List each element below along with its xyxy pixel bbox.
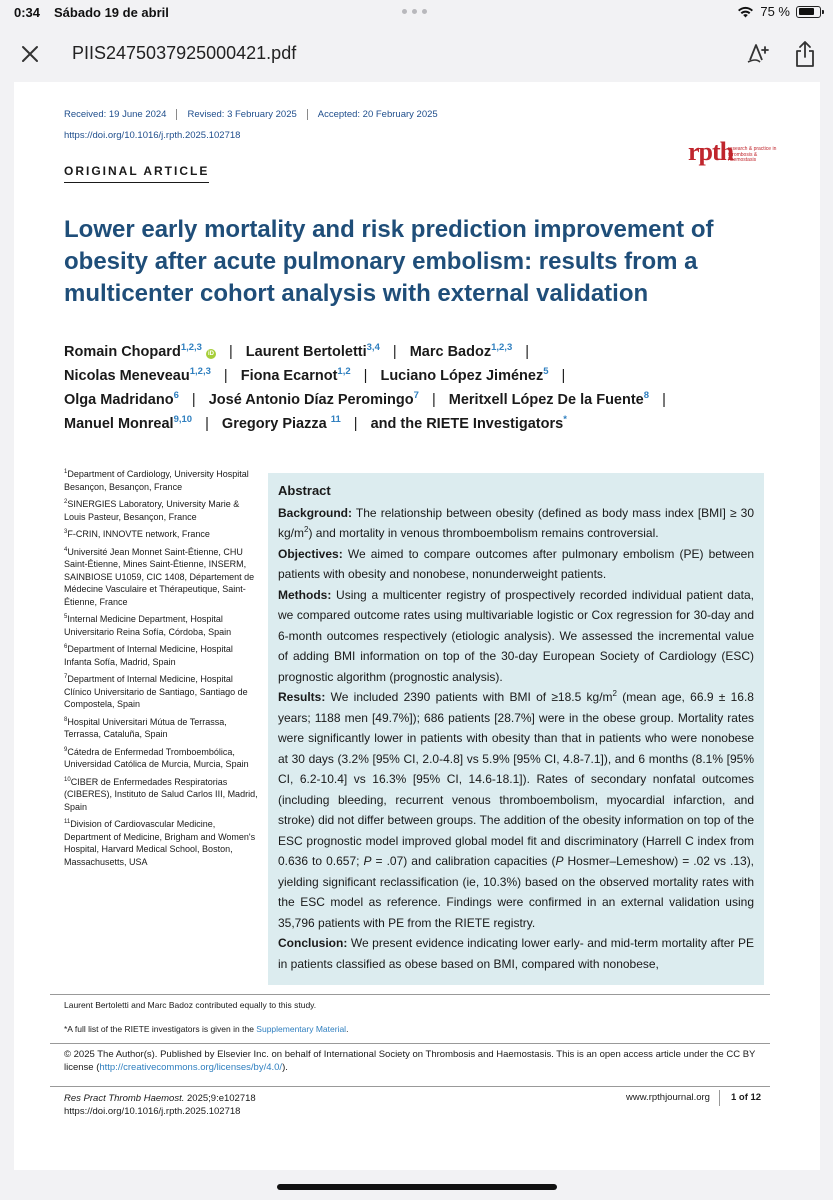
abstract-text: = .07) and calibration capacities ( <box>371 854 556 868</box>
author-sup: 11 <box>330 414 341 426</box>
abstract-conclusion <box>278 933 754 974</box>
separator: | <box>392 344 397 360</box>
author: Olga Madridano <box>64 392 174 408</box>
pdf-page[interactable] <box>14 82 820 1170</box>
home-indicator[interactable] <box>277 1184 557 1190</box>
footnote-equal-contribution: Laurent Bertoletti and Marc Badoz contributed equally to this study. <box>64 1000 317 1010</box>
footnote-riete <box>64 1024 348 1034</box>
author: and the RIETE Investigators <box>370 416 564 432</box>
abstract-label: Results: <box>278 690 326 704</box>
license-link[interactable]: http://creativecommons.org/licenses/by/4.0/ <box>99 1062 283 1073</box>
copyright-divider <box>50 1043 770 1044</box>
revised-date: Revised: 3 February 2025 <box>187 109 307 120</box>
affiliation-text: Internal Medicine Department, Hospital Universitario Reina Sofía, Córdoba, Spain <box>64 614 232 637</box>
abstract-sup: 2 <box>304 525 309 534</box>
logo-word: rpth <box>688 137 734 166</box>
abstract-text: ) and mortality in venous thromboembolism remains controversial. <box>308 526 659 540</box>
battery-level <box>799 8 814 15</box>
status-time: 0:34 <box>14 5 41 20</box>
affiliation-text: Division of Cardiovascular Medicine, Department of Medicine, Brigham and Women's Hospital, Harvard Medical School, Boston, Massachusetts, USA <box>64 819 256 867</box>
logo-subtitle: research & practice in thrombosis & haemostasis <box>728 146 777 163</box>
separator: | <box>525 344 530 360</box>
separator: | <box>561 368 566 384</box>
separator: | <box>223 368 228 384</box>
separator: | <box>662 392 666 408</box>
wifi-icon <box>737 5 754 18</box>
abstract-text: Using a multicenter registry of prospectively recorded individual patient data, we compared outcome rates using multivariable logistic or Cox regression for 30-day and 6-month outcomes respectively (etiologic analysis). We assessed the incremental value of adding BMI information on top of the 30-day European Society of Cardiology (ESC) prognostic algorithm (prognostic analysis). <box>278 587 754 684</box>
affiliation-number: 7 <box>64 674 68 680</box>
author-sup: 1,2,3 <box>180 342 202 354</box>
author-sup: 8 <box>643 390 650 402</box>
document-title: PIIS2475037925000421.pdf <box>72 43 297 63</box>
abstract-heading: Abstract <box>278 483 331 498</box>
affiliation-item <box>64 746 260 771</box>
author-sup: * <box>563 414 567 426</box>
affiliation-item <box>64 498 260 523</box>
close-icon[interactable] <box>16 40 44 68</box>
supplementary-link[interactable]: Supplementary Material <box>256 1024 347 1034</box>
abstract-text: We included 2390 patients with BMI of ≥18.5 kg/m <box>330 690 613 704</box>
abstract-italic: P <box>555 854 564 868</box>
battery-percent: 75 % <box>760 4 790 19</box>
affiliation-number: 4 <box>64 546 68 553</box>
copyright-notice <box>64 1048 764 1074</box>
doi-link[interactable]: https://doi.org/10.1016/j.rpth.2025.102718 <box>64 130 241 141</box>
affiliation-text: Université Jean Monnet Saint-Étienne, CHU Saint-Étienne, Mines Saint-Étienne, INSERM, SAINBIOSE U1059, CIC 1408, Département de Médecine Vasculaire et Thérapeutique, Saint-Étienne, France <box>64 546 255 607</box>
article-dates <box>64 109 458 120</box>
author: Manuel Monreal <box>64 416 174 432</box>
abstract-text: We aimed to compare outcomes after pulmonary embolism (PE) between patients with obesity and nonobese, nonunderweight patients. <box>278 546 754 581</box>
affiliation-item <box>64 643 260 668</box>
affiliation-text: CIBER de Enfermedades Respiratorias (CIBERES), Instituto de Salud Carlos III, Madrid, Spain <box>64 776 258 812</box>
article-title: Lower early mortality and risk prediction improvement of obesity after acute pulmonary embolism: results from a multicenter cohort analysis with external validation <box>64 216 714 307</box>
separator: | <box>205 416 209 432</box>
abstract-italic: P <box>363 854 372 868</box>
status-right <box>737 4 821 19</box>
author: Gregory Piazza <box>221 416 327 432</box>
orcid-icon[interactable]: iD <box>207 351 214 357</box>
abstract-objectives <box>278 544 754 585</box>
affiliation-text: SINERGIES Laboratory, University Marie & Louis Pasteur, Besançon, France <box>64 499 240 522</box>
battery-icon <box>796 6 821 18</box>
separator: | <box>353 416 358 432</box>
status-bar <box>0 0 833 26</box>
abstract-background <box>278 503 754 544</box>
affiliation-item <box>64 528 260 541</box>
author-sup: 7 <box>413 390 419 402</box>
abstract-label: Methods: <box>278 587 332 602</box>
journal-citation <box>64 1092 256 1118</box>
share-icon[interactable] <box>792 39 818 69</box>
abstract-sup: 2 <box>612 689 617 698</box>
author: Nicolas Meneveau <box>64 368 190 384</box>
author-sup: 6 <box>173 390 179 402</box>
abstract-label: Conclusion: <box>278 936 348 950</box>
author-sup: 1,2,3 <box>491 342 513 354</box>
page-number: 1 of 12 <box>719 1090 761 1106</box>
accepted-date: Accepted: 20 February 2025 <box>317 109 438 120</box>
footnote-text: . <box>346 1024 349 1034</box>
footer-divider <box>50 1086 770 1087</box>
affiliation-number: 9 <box>64 746 68 753</box>
separator: | <box>228 344 233 360</box>
affiliation-number: 1 <box>64 469 68 475</box>
affiliation-text: Department of Internal Medicine, Hospital Infanta Sofía, Madrid, Spain <box>64 644 233 667</box>
affiliation-text: Cátedra de Enfermedad Tromboembólica, Universidad Católica de Murcia, Murcia, Spain <box>64 746 249 769</box>
author: Meritxell López De la Fuente <box>448 392 644 408</box>
affiliation-number: 8 <box>64 716 68 723</box>
abstract-methods <box>278 585 754 688</box>
author-sup: 1,2 <box>337 366 351 378</box>
abstract-label: Objectives: <box>278 546 343 561</box>
affiliation-number: 6 <box>64 644 68 650</box>
abstract-text: The relationship between obesity (defined as body mass index [BMI] ≥ 30 kg/m <box>278 505 754 540</box>
journal-logo <box>688 137 777 172</box>
abstract-text: (mean age, 66.9 ± 16.8 years; 1188 men [49.7%]); 686 patients [28.7%] were in the obese group. Mortality rates were significantly lower in patients with obesity than that in patients who were nonobese at 30 days (3.2% [95% CI, 2.0-4.8] vs 5.9% [95% CI, 4.8-7.1]), and 6 months (8.1% [95% CI, 6.2-10.4] vs 16.3% [95% CI, 14.6-18.1]). Rates of secondary nonfatal outcomes (including bleeding, recurrent venous thromboembolism, myocardial infarction, and stroke) did not differ between groups. The addition of the obesity information on top of the ESC prognostic model improved global model fit and discriminatory (Harrell C index from 0.636 to 0.657; <box>278 690 754 868</box>
affiliation-number: 11 <box>64 819 71 825</box>
footnote-text: *A full list of the RIETE investigators is given in the <box>64 1024 257 1034</box>
affiliation-text: Hospital Universitari Mútua de Terrassa, Terrassa, Cataluña, Spain <box>64 716 227 739</box>
abstract-results <box>278 687 754 933</box>
affiliation-text: F-CRIN, INNOVTE network, France <box>67 529 210 539</box>
author: Luciano López Jiménez <box>380 368 544 384</box>
journal-url[interactable]: www.rpthjournal.org <box>626 1092 710 1103</box>
abstract-label: Background: <box>278 505 353 520</box>
markup-icon[interactable] <box>742 40 770 68</box>
affiliation-item <box>64 818 260 868</box>
author: Fiona Ecarnot <box>240 368 338 384</box>
abstract-box <box>268 473 764 985</box>
journal-name: Res Pract Thromb Haemost. <box>64 1093 185 1104</box>
copyright-text: ). <box>282 1062 288 1073</box>
affiliation-text: Department of Internal Medicine, Hospital Clínico Universitario de Santiago, Santiago de Compostela, Spain <box>64 674 248 709</box>
affiliation-item <box>64 716 260 741</box>
footer-doi[interactable]: https://doi.org/10.1016/j.rpth.2025.102718 <box>64 1106 241 1117</box>
author-list <box>64 340 774 436</box>
affiliation-text: Department of Cardiology, University Hospital Besançon, Besançon, France <box>64 469 249 492</box>
author: José Antonio Díaz Peromingo <box>208 392 414 408</box>
affiliation-number: 5 <box>64 614 68 620</box>
received-date: Received: 19 June 2024 <box>64 109 177 120</box>
affiliation-number: 10 <box>64 776 71 783</box>
author: Romain Chopard <box>64 344 181 360</box>
affiliation-item <box>64 468 260 493</box>
viewer-toolbar <box>0 26 833 82</box>
journal-volume: 2025;9:e102718 <box>184 1093 256 1104</box>
affiliations <box>64 468 260 873</box>
abstract-text: Hosmer–Lemeshow) = .02 vs .13), yielding significant reclassification (ie, 10.3%) based on the observed mortality rates with the ESC model as reference. Findings were confirmed in an external validation using 35,796 patients with PE from the RIETE registry. <box>278 854 755 930</box>
section-label: ORIGINAL ARTICLE <box>64 164 209 183</box>
affiliation-number: 2 <box>64 499 68 505</box>
status-date: Sábado 19 de abril <box>54 5 169 20</box>
affiliation-item <box>64 546 260 609</box>
author: Marc Badoz <box>409 344 492 360</box>
affiliation-item <box>64 613 260 638</box>
copyright-text: © 2025 The Author(s). Published by Elsevier Inc. on behalf of International Society on Thrombosis and Haemostasis. This is an open access article under the CC BY license ( <box>64 1049 756 1073</box>
affiliation-number: 3 <box>64 529 68 535</box>
multitasking-dots-icon[interactable] <box>402 9 427 14</box>
author: Laurent Bertoletti <box>245 344 367 360</box>
author-sup: 5 <box>543 366 549 378</box>
separator: | <box>363 368 368 384</box>
author-sup: 3,4 <box>366 342 380 354</box>
author-sup: 9,10 <box>173 414 193 426</box>
author-sup: 1,2,3 <box>189 366 211 378</box>
affiliation-item <box>64 673 260 711</box>
separator: | <box>431 392 436 408</box>
separator: | <box>191 392 196 408</box>
affiliation-item <box>64 776 260 814</box>
abstract-text: We present evidence indicating lower early- and mid-term mortality after PE in patients classified as obese based on BMI, compared with nonobese, <box>278 936 754 971</box>
footnote-divider <box>50 994 770 995</box>
